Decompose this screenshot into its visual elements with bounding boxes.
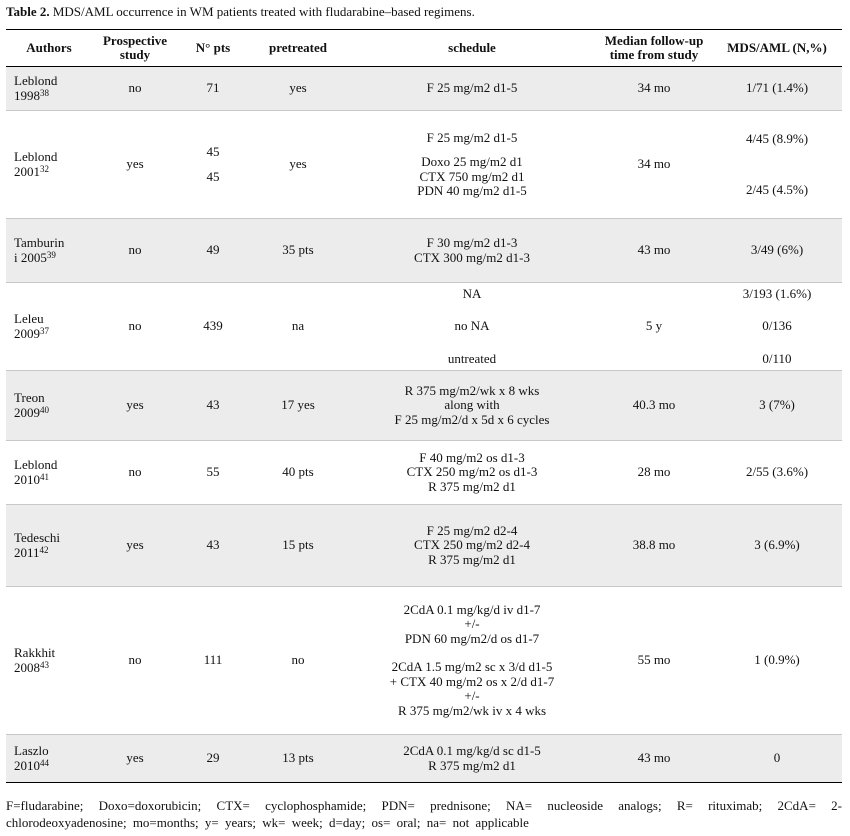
- cell-schedule: F 30 mg/m2 d1-3 CTX 300 mg/m2 d1-3: [348, 219, 596, 283]
- cell-schedule: R 375 mg/m2/wk x 8 wks along with F 25 mg/m2/d x 5d x 6 cycles: [348, 371, 596, 441]
- header-authors: Authors: [26, 40, 72, 55]
- table-row: [6, 111, 842, 219]
- cell-followup: 43 mo: [596, 735, 712, 783]
- cell-mds-aml: 1/71 (1.4%): [712, 67, 842, 111]
- mds-aml-table: [6, 29, 842, 783]
- cell-mds-aml: 0: [712, 735, 842, 783]
- header-schedule: schedule: [448, 40, 496, 55]
- cell-author: Treon 2009$^{40}$: [6, 371, 92, 441]
- cell-author: Laszlo 2010$^{44}$: [6, 735, 92, 783]
- cell-followup: 34 mo: [596, 111, 712, 219]
- cell-n-pts: 49: [178, 219, 248, 283]
- cell-mds-aml: 3/193 (1.6%) 0/136 0/110: [712, 283, 842, 371]
- table-row: [6, 67, 842, 111]
- caption-text: MDS/AML occurrence in WM patients treated with fludarabine–based regimens.: [49, 4, 475, 19]
- cell-prospective: no: [92, 283, 178, 371]
- cell-followup: 28 mo: [596, 441, 712, 505]
- cell-author: Tamburin i 2005$^{39}$: [6, 219, 92, 283]
- cell-schedule: F 25 mg/m2 d1-5 Doxo 25 mg/m2 d1 CTX 750 mg/m2 d1 PDN 40 mg/m2 d1-5: [348, 111, 596, 219]
- cell-followup: 40.3 mo: [596, 371, 712, 441]
- table-header-row: [6, 30, 842, 67]
- cell-prospective: no: [92, 67, 178, 111]
- table-row: [6, 505, 842, 587]
- table-row: [6, 283, 842, 371]
- cell-mds-aml: 3 (7%): [712, 371, 842, 441]
- cell-pretreated: na: [248, 283, 348, 371]
- table-row: [6, 587, 842, 735]
- cell-schedule: 2CdA 0.1 mg/kg/d iv d1-7 +/- PDN 60 mg/m2/d os d1-7 2CdA 1.5 mg/m2 sc x 3/d d1-5 + CTX 40 mg/m2 os x 2/d d1-7 +/- R 375 mg/m2/wk iv x 4 wks: [348, 587, 596, 735]
- cell-mds-aml: 3/49 (6%): [712, 219, 842, 283]
- cell-schedule: F 40 mg/m2 os d1-3 CTX 250 mg/m2 os d1-3 R 375 mg/m2 d1: [348, 441, 596, 505]
- cell-mds-aml: 1 (0.9%): [712, 587, 842, 735]
- cell-pretreated: 15 pts: [248, 505, 348, 587]
- cell-author: Leblond 1998$^{38}$: [6, 67, 92, 111]
- cell-schedule: F 25 mg/m2 d2-4 CTX 250 mg/m2 d2-4 R 375 mg/m2 d1: [348, 505, 596, 587]
- cell-pretreated: yes: [248, 67, 348, 111]
- cell-followup: 5 y: [596, 283, 712, 371]
- cell-n-pts: 55: [178, 441, 248, 505]
- cell-n-pts: 43: [178, 505, 248, 587]
- cell-prospective: no: [92, 587, 178, 735]
- cell-prospective: no: [92, 441, 178, 505]
- table-row: [6, 441, 842, 505]
- cell-prospective: yes: [92, 371, 178, 441]
- cell-pretreated: no: [248, 587, 348, 735]
- cell-n-pts: 71: [178, 67, 248, 111]
- cell-author: Tedeschi 2011$^{42}$: [6, 505, 92, 587]
- table-footnote: F=fludarabine; Doxo=doxorubicin; CTX= cyclophosphamide; PDN= prednisone; NA= nucleoside analogs; R= rituximab; 2CdA= 2-chlorodeoxyadenosine; mo=months; y= years; wk= week; d=day; os= oral; na= not applicable: [6, 798, 842, 830]
- header-pretreated: pretreated: [269, 40, 327, 55]
- cell-prospective: yes: [92, 735, 178, 783]
- cell-followup: 55 mo: [596, 587, 712, 735]
- cell-followup: 38.8 mo: [596, 505, 712, 587]
- cell-pretreated: 35 pts: [248, 219, 348, 283]
- header-n-pts: N° pts: [195, 40, 231, 55]
- cell-schedule: NA no NA untreated: [348, 283, 596, 371]
- cell-author: Leleu 2009$^{37}$: [6, 283, 92, 371]
- cell-schedule: F 25 mg/m2 d1-5: [348, 67, 596, 111]
- header-prospective: Prospective study: [102, 33, 168, 62]
- table-caption: [6, 4, 475, 20]
- cell-pretreated: 13 pts: [248, 735, 348, 783]
- cell-mds-aml: 3 (6.9%): [712, 505, 842, 587]
- table-row: [6, 735, 842, 783]
- cell-prospective: yes: [92, 505, 178, 587]
- cell-n-pts: 29: [178, 735, 248, 783]
- cell-mds-aml: 2/55 (3.6%): [712, 441, 842, 505]
- cell-author: Leblond 2001$^{32}$: [6, 111, 92, 219]
- cell-prospective: yes: [92, 111, 178, 219]
- cell-followup: 34 mo: [596, 67, 712, 111]
- cell-schedule: 2CdA 0.1 mg/kg/d sc d1-5 R 375 mg/m2 d1: [348, 735, 596, 783]
- cell-n-pts: 45 45: [178, 111, 248, 219]
- table-row: [6, 219, 842, 283]
- cell-followup: 43 mo: [596, 219, 712, 283]
- header-followup: Median follow-up time from study: [604, 33, 704, 62]
- header-mds-aml: MDS/AML (N,%): [727, 40, 827, 55]
- cell-author: Leblond 2010$^{41}$: [6, 441, 92, 505]
- table-row: [6, 371, 842, 441]
- cell-pretreated: 40 pts: [248, 441, 348, 505]
- cell-n-pts: 439: [178, 283, 248, 371]
- cell-mds-aml: 4/45 (8.9%) 2/45 (4.5%): [712, 111, 842, 219]
- cell-pretreated: yes: [248, 111, 348, 219]
- cell-author: Rakkhit 2008$^{43}$: [6, 587, 92, 735]
- cell-pretreated: 17 yes: [248, 371, 348, 441]
- cell-n-pts: 43: [178, 371, 248, 441]
- caption-label: Table 2.: [6, 4, 50, 19]
- cell-n-pts: 111: [178, 587, 248, 735]
- cell-prospective: no: [92, 219, 178, 283]
